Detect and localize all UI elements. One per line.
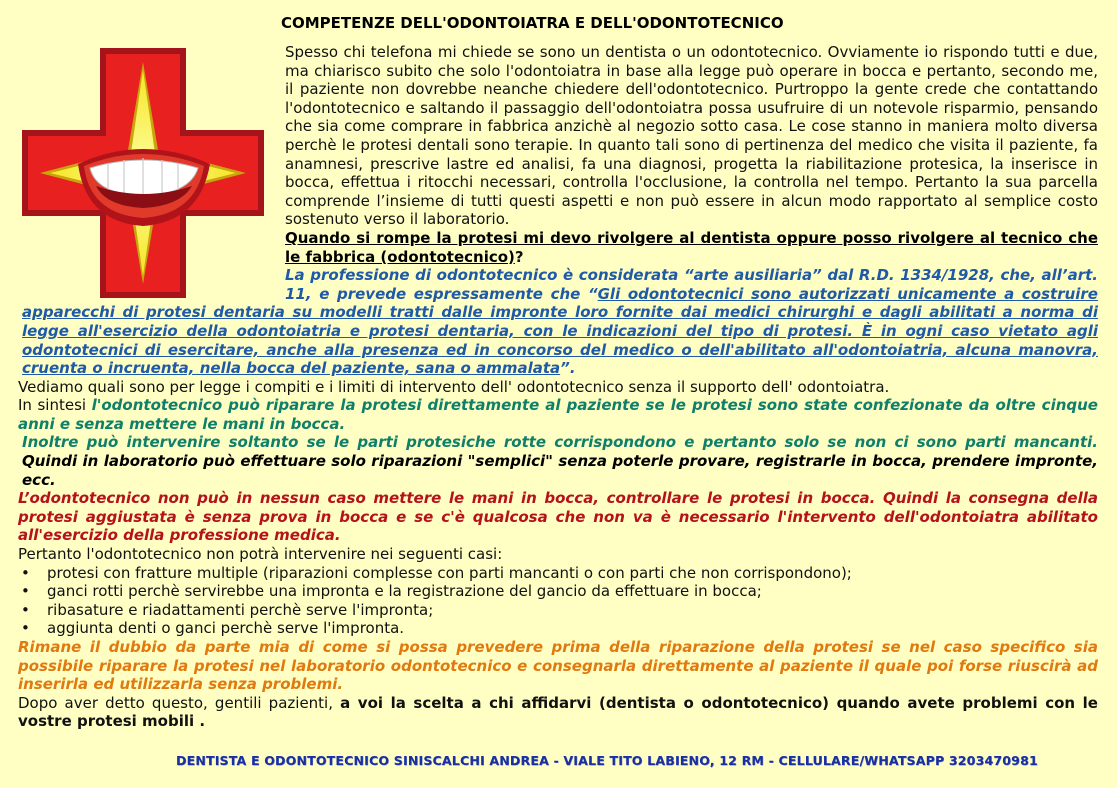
law-quote: Gli odontotecnici sono autorizzati unicamente a costruire apparecchi di protesi dentaria su modelli tratti dalle impronte loro fornite dai medici chirurghi e dagli abilitati a norma di legge all'esercizio della odontoiatria e protesi dentaria, con le indicazioni del tipo di protesi. È in ogni caso vietato agli odontotecnici di esercitare, anche alla presenza ed in concorso del medico o dell'abilitato all'odontoiatria, alcuna manovra, cruenta o incruenta, nella bocca del paziente, sana o ammalata	[22, 284, 1098, 378]
law-part1: La professione di odontotecnico è considerata “arte ausiliaria” dal R.D. 1334/1928, che, all’art. 11, e prevede espressamente che “	[285, 266, 1098, 303]
cases-intro: Pertanto l'odontotecnico non potrà intervenire nei seguenti casi:	[18, 545, 503, 564]
footer-contact: DENTISTA E ODONTOTECNICO SINISCALCHI ANDREA - VIALE TITO LABIENO, 12 RM - CELLULARE/WHATSAPP 3203470981	[176, 753, 1038, 768]
closing-bold: a voi la scelta a chi affidarvi (dentista o odontotecnico) quando avete problemi con le vostre protesi mobili .	[18, 693, 1098, 731]
list-item: • ribasature e riadattamenti perchè serve l'impronta;	[18, 601, 1098, 620]
intro-paragraph: Spesso chi telefona mi chiede se sono un dentista o un odontotecnico. Ovviamente io rispondo tutti e due, ma chiarisco subito che solo l'odontoiatra in base alla legge può operare in bocca e pertanto, secondo me, il paziente non dovrebbe neanche chiedere dell'odontotecnico. Purtroppo la gente crede che contattando l'odontotecnico e saltando il passaggio dell'odontoiatra possa usufruire di un notevole risparmio, pensando che sia come comprare in fabbrica anzichè al negozio sotto casa. Le cose stanno in maniera molto diversa perchè le protesi dentali sono terapie. In quanto tali sono di pertinenza del medico che visita il paziente, fa anamnesi, prescrive lastre ed analisi, fa una diagnosi, progetta la riabilitazione protesica, la inserisce in bocca, effettua i ritocchi necessari, controlla l'occlusione, la controlla nel tempo. Pertanto la sua parcella comprende l’insieme di tutti questi aspetti e non può essere in alcun modo rapportato al semplice costo sostenuto verso il laboratorio.	[285, 43, 1098, 229]
law-end: ”.	[560, 359, 576, 378]
page-title: COMPETENZE DELL'ODONTOIATRA E DELL'ODONTOTECNICO	[281, 14, 784, 32]
summary-lead: In sintesi	[18, 396, 92, 415]
list-item: • ganci rotti perchè servirebbe una impronta e la registrazione del gancio da effettuare in bocca;	[18, 582, 1098, 601]
summary-teal: l'odontotecnico può riparare la protesi direttamente al paziente se le protesi sono state confezionate da oltre cinque anni e senza mettere le mani in bocca.	[18, 396, 1098, 433]
red-cross-star-smile-icon	[20, 46, 266, 300]
moreover-paragraph	[18, 433, 1098, 489]
question-mark: ?	[514, 247, 524, 266]
closing-lead: Dopo aver detto questo, gentili pazienti,	[18, 693, 341, 712]
moreover-black: Quindi in laboratorio può effettuare solo riparazioni "semplici" senza poterle provare, registrarle in bocca, prendere impronte, ecc.	[22, 452, 1098, 489]
list-item: • protesi con fratture multiple (riparazioni complesse con parti mancanti o con parti che non corrispondono);	[18, 564, 1098, 583]
orange-note: Rimane il dubbio da parte mia di come si possa prevedere prima della riparazione della protesi se nel caso specifico sia possibile riparare la protesi nel laboratorio odontotecnico e consegnarla direttamente al paziente il quale poi forse riuscirà ad inserirla ed utilizzarla senza problemi.	[18, 638, 1098, 694]
summary-paragraph	[18, 396, 1098, 433]
article	[18, 13, 1098, 731]
cases-list	[18, 564, 1098, 638]
limits-intro: Vediamo quali sono per legge i compiti e i limiti di intervento dell' odontotecnico senza il supporto dell' odontoiatra.	[18, 377, 890, 396]
red-warning: L’odontotecnico non può in nessun caso mettere le mani in bocca, controllare le protesi in bocca. Quindi la consegna della protesi aggiustata è senza prova in bocca e se c'è qualcosa che non va è necessario l'intervento dell'odontoiatra abilitato all'esercizio della professione medica.	[18, 489, 1098, 545]
question-text: Quando si rompe la protesi mi devo rivolgere al dentista oppure posso rivolgere al tecnico che le fabbrica (odontotecnico)	[285, 228, 1098, 266]
closing-paragraph	[18, 694, 1098, 731]
list-item: • aggiunta denti o ganci perchè serve l'impronta.	[18, 619, 1098, 638]
moreover-teal: Inoltre può intervenire soltanto se le parti protesiche rotte corrispondono e pertanto solo se non ci sono parti mancanti.	[22, 433, 1098, 452]
